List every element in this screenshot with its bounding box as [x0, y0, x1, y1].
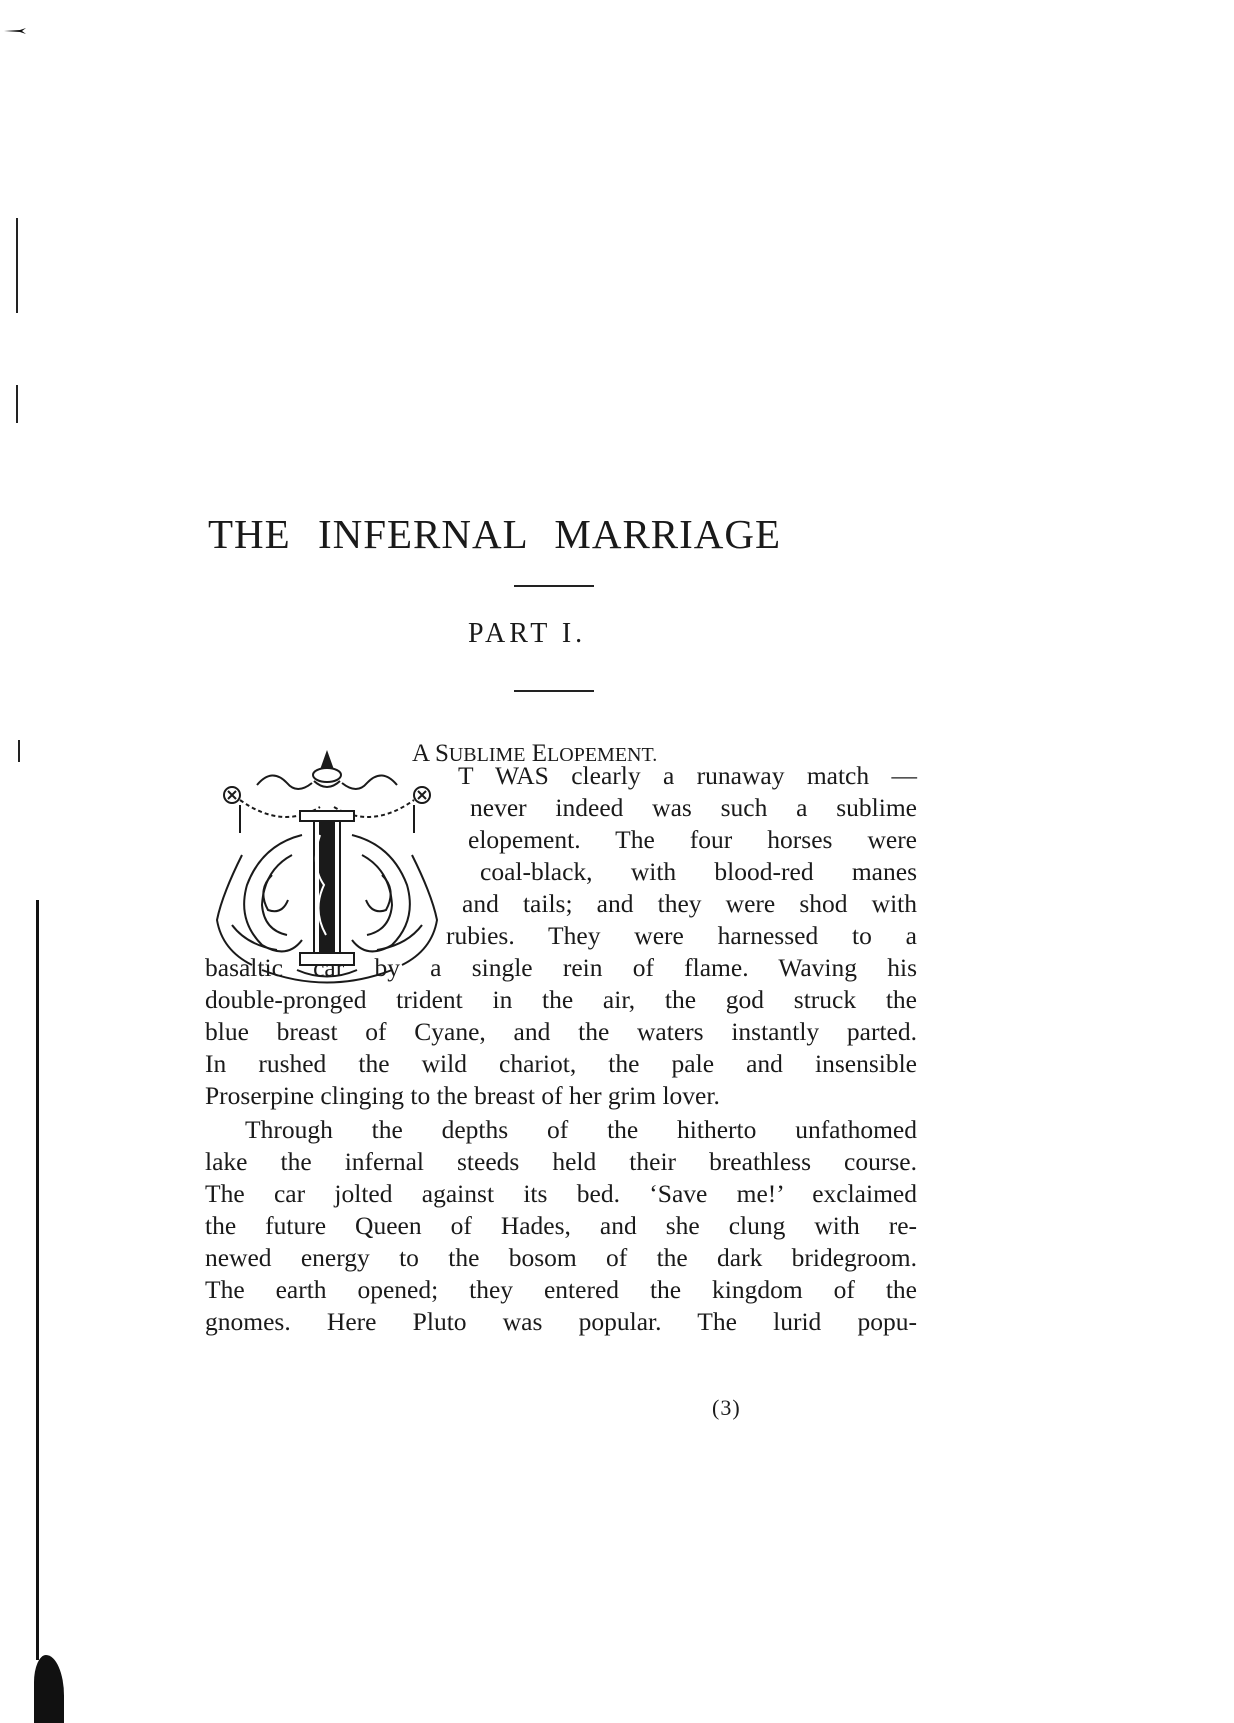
- scan-arrow-mark: [4, 28, 26, 34]
- body-line: never indeed was such a sublime: [470, 793, 917, 822]
- page-title: THE INFERNAL MARRIAGE: [208, 511, 782, 557]
- chapter-heading-smallcaps: UBLIME: [448, 744, 526, 766]
- scan-corner-blot: [34, 1655, 64, 1723]
- body-line: Proserpine clinging to the breast of her grim lover.: [205, 1081, 720, 1110]
- chapter-heading-cap: E: [531, 740, 548, 767]
- body-line: Through the depths of the hitherto unfathomed: [245, 1115, 917, 1144]
- title-rule: [514, 585, 594, 587]
- body-line: blue breast of Cyane, and the waters instantly parted.: [205, 1017, 917, 1046]
- chapter-heading-smallcaps: LOPEMENT.: [547, 744, 658, 766]
- body-line: newed energy to the bosom of the dark bridegroom.: [205, 1243, 917, 1272]
- page-number: (3): [712, 1395, 741, 1420]
- body-line: double-pronged trident in the air, the god struck the: [205, 985, 917, 1014]
- chapter-heading-cap: S: [434, 740, 449, 767]
- body-line: T WAS clearly a runaway match —: [458, 761, 917, 790]
- scan-speck: [16, 385, 18, 423]
- body-line: the future Queen of Hades, and she clung with re-: [205, 1211, 917, 1240]
- scan-speck: [18, 740, 20, 762]
- body-line: The earth opened; they entered the kingdom of the: [205, 1275, 917, 1304]
- body-line: lake the infernal steeds held their breathless course.: [205, 1147, 917, 1176]
- body-line: In rushed the wild chariot, the pale and insensible: [205, 1049, 917, 1078]
- scan-binding-edge: [36, 900, 39, 1660]
- body-line: elopement. The four horses were: [468, 825, 917, 854]
- body-line: The car jolted against its bed. ‘Save me!’ exclaimed: [205, 1179, 917, 1208]
- part-rule: [514, 690, 594, 692]
- scan-speck: [16, 218, 18, 313]
- body-line: basaltic car by a single rein of flame. Waving his: [205, 953, 917, 982]
- part-heading: PART I.: [468, 618, 587, 649]
- body-line: gnomes. Here Pluto was popular. The lurid popu-: [205, 1307, 917, 1336]
- body-line: coal-black, with blood-red manes: [480, 857, 917, 886]
- body-line: rubies. They were harnessed to a: [446, 921, 917, 950]
- chapter-heading-lead: A: [412, 740, 435, 767]
- body-line: and tails; and they were shod with: [462, 889, 917, 918]
